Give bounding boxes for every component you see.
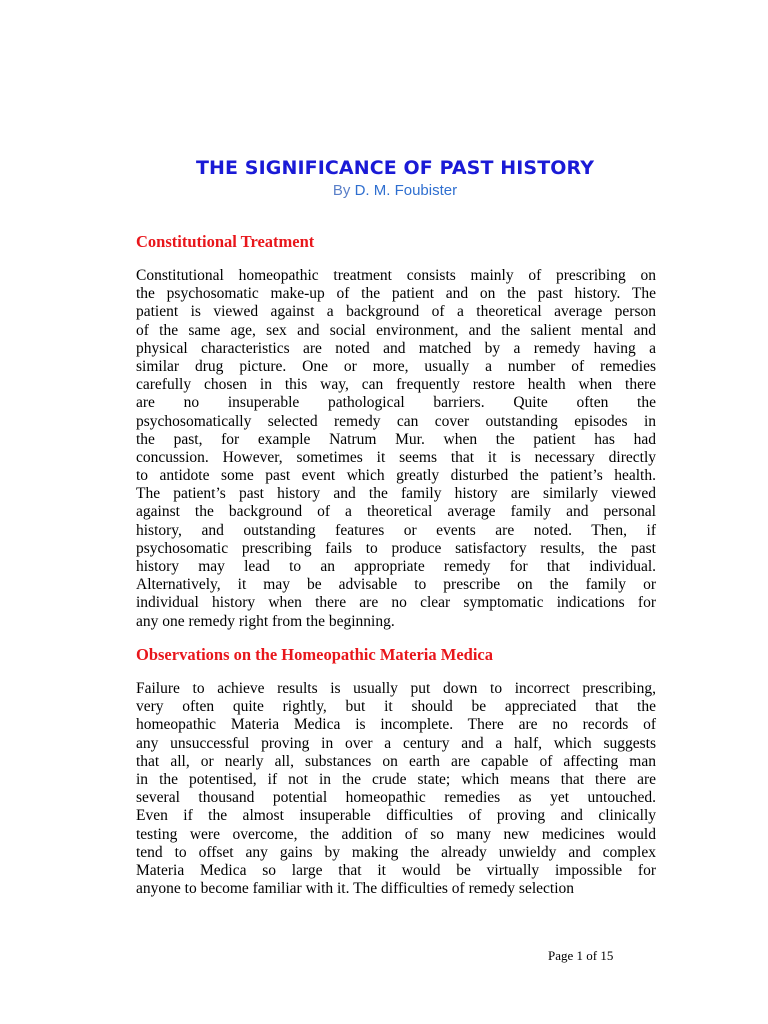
text-line: individual history when there are no clear symptomatic indications for bbox=[136, 594, 656, 612]
text-line: the past, for example Natrum Mur. when the patient has had bbox=[136, 430, 656, 448]
text-line: psychosomatic prescribing fails to produce satisfactory results, the past bbox=[136, 539, 656, 557]
document-title: THE SIGNIFICANCE OF PAST HISTORY bbox=[195, 157, 595, 179]
paragraph-materia-medica bbox=[136, 680, 656, 898]
text-line: similar drug picture. One or more, usually a number of remedies bbox=[136, 357, 656, 375]
page-number: Page 1 of 15 bbox=[548, 948, 614, 963]
text-line: very often quite rightly, but it should be appreciated that the bbox=[136, 698, 656, 716]
text-line: Constitutional homeopathic treatment consists mainly of prescribing on bbox=[136, 267, 656, 284]
text-line: patient is viewed against a background of a theoretical average person bbox=[136, 303, 656, 321]
text-line: carefully chosen in this way, can frequently restore health when there bbox=[136, 376, 656, 394]
text-line: Alternatively, it may be advisable to prescribe on the family or bbox=[136, 576, 656, 594]
text-line: The patient’s past history and the family history are similarly viewed bbox=[136, 485, 656, 503]
text-line: Even if the almost insuperable difficulties of proving and clinically bbox=[136, 807, 656, 825]
section-heading-materia-medica: Observations on the Homeopathic Materia Medica bbox=[136, 645, 493, 664]
text-line: history may lead to an appropriate remedy for that individual. bbox=[136, 558, 656, 575]
text-line: history, and outstanding features or events are noted. Then, if bbox=[136, 521, 656, 539]
text-line: to antidote some past event which greatly disturbed the patient’s health. bbox=[136, 467, 656, 485]
text-line: against the background of a theoretical average family and personal bbox=[136, 503, 656, 521]
text-line: testing were overcome, the addition of so many new medicines would bbox=[136, 825, 656, 843]
text-line: anyone to become familiar with it. The difficulties of remedy selection bbox=[136, 880, 575, 898]
text-line: are no insuperable pathological barriers. Quite often the bbox=[136, 394, 656, 412]
text-line: the psychosomatic make-up of the patient and on the past history. The bbox=[136, 285, 656, 303]
text-line: any unsuccessful proving in over a century and a half, which suggests bbox=[136, 734, 656, 752]
text-line: tend to offset any gains by making the already unwieldy and complex bbox=[136, 843, 656, 861]
text-line: physical characteristics are noted and matched by a remedy having a bbox=[136, 339, 656, 357]
text-line: psychosomatically selected remedy can cover outstanding episodes in bbox=[136, 412, 656, 430]
author-name: D. M. Foubister bbox=[354, 182, 458, 199]
text-line: of the same age, sex and social environment, and the salient mental and bbox=[136, 321, 656, 339]
byline-prefix: By bbox=[332, 182, 355, 199]
text-line: homeopathic Materia Medica is incomplete. There are no records of bbox=[136, 716, 656, 734]
text-line: concussion. However, sometimes it seems that it is necessary directly bbox=[136, 448, 656, 466]
paragraph-constitutional-treatment bbox=[136, 267, 656, 631]
text-line: Materia Medica so large that it would be virtually impossible for bbox=[136, 861, 656, 879]
text-line: in the potentised, if not in the crude state; which means that there are bbox=[136, 770, 656, 788]
text-line: several thousand potential homeopathic remedies as yet untouched. bbox=[136, 789, 656, 807]
text-line: any one remedy right from the beginning. bbox=[136, 612, 395, 630]
section-heading-constitutional-treatment: Constitutional Treatment bbox=[136, 232, 315, 251]
text-line: Failure to achieve results is usually put down to incorrect prescribing, bbox=[136, 680, 656, 697]
text-line: that all, or nearly all, substances on earth are capable of affecting man bbox=[136, 752, 656, 770]
byline bbox=[0, 182, 768, 199]
